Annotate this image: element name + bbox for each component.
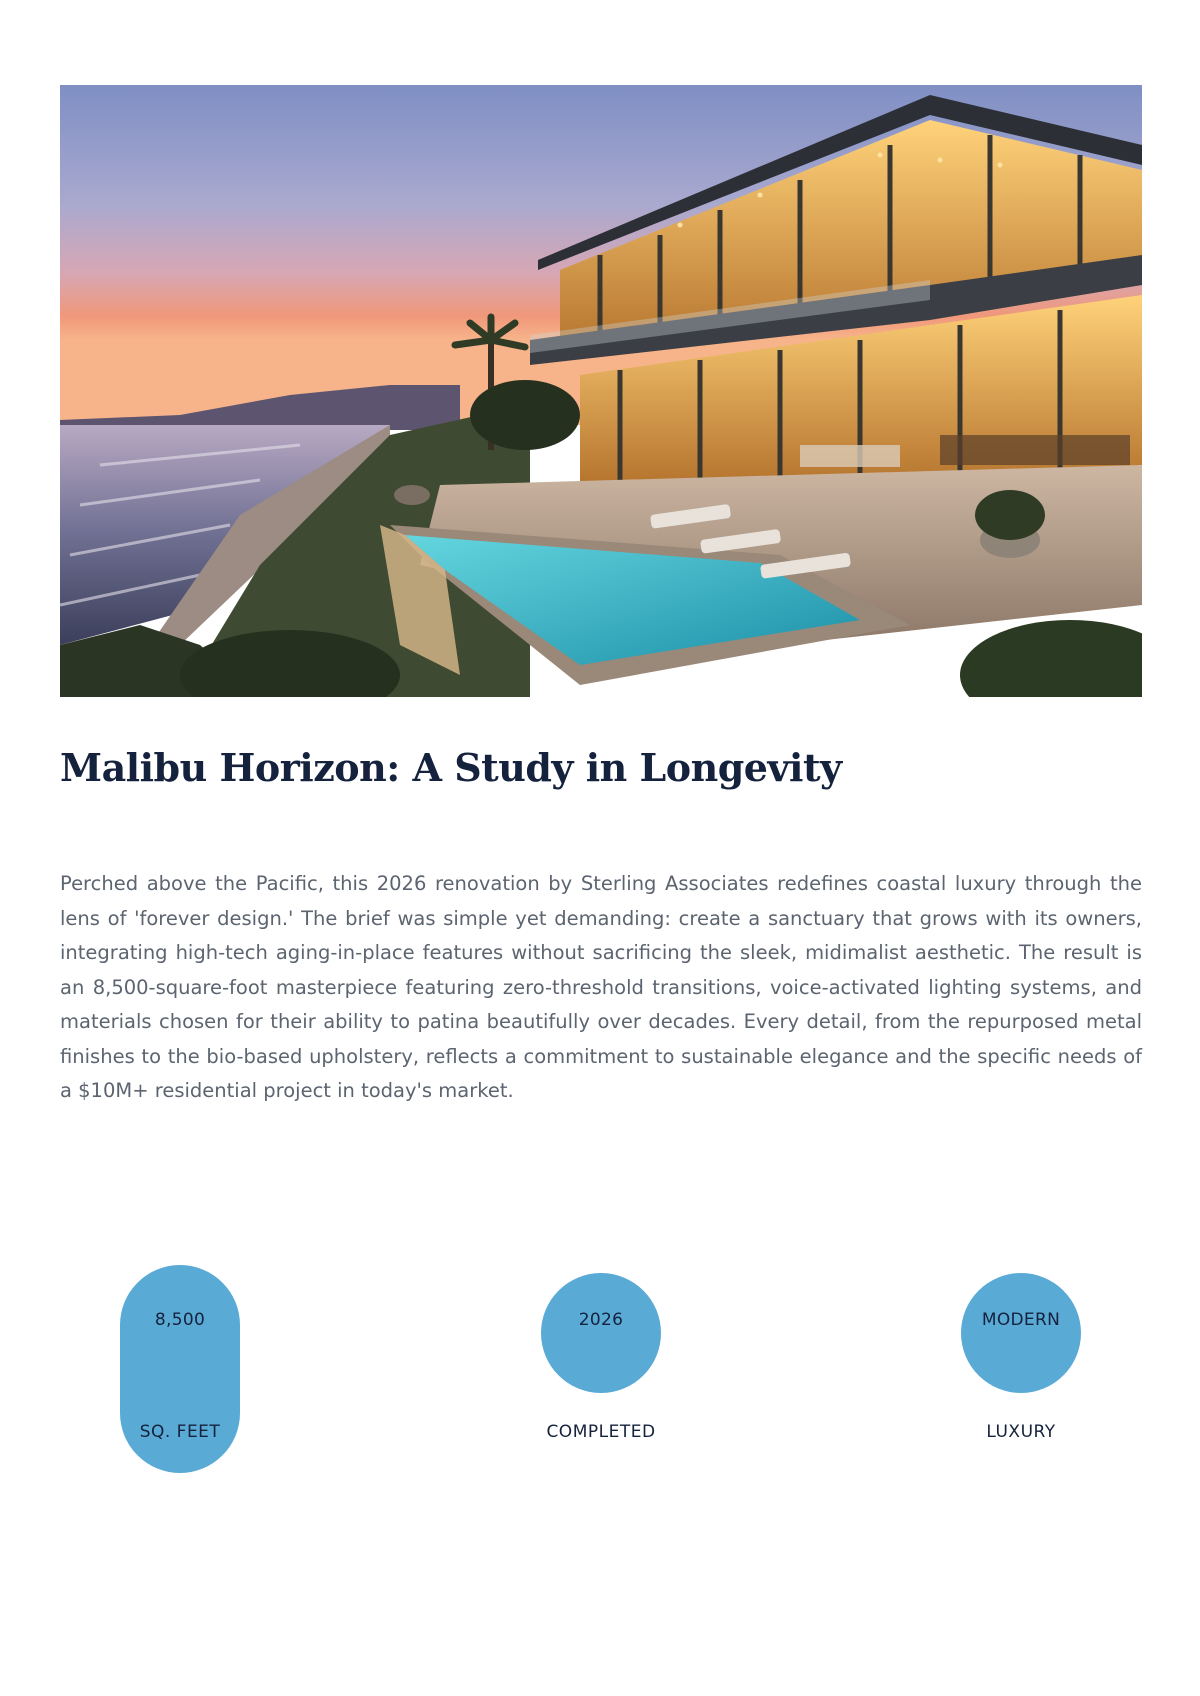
stat-label: SQ. FEET [139,1422,221,1442]
stat-style [961,1273,1081,1473]
stat-circle [541,1273,661,1393]
body-paragraph: Perched above the Pacific, this 2026 renovation by Sterling Associates redefines coastal luxury through the lens of 'forever design.' The brief was simple yet demanding: create a sanctuary that grows with its owners, integrating high-tech aging-in-place features without sacrificing the sleek, midimalist aesthetic. The result is an 8,500-square-foot masterpiece featuring zero-threshold transitions, voice-activated lighting systems, and materials chosen for their ability to patina beautifully over decades. Every detail, from the repurposed metal finishes to the bio-based upholstery, reflects a commitment to sustainable elegance and the specific needs of a $10M+ residential project in today's market. [60,872,1142,1102]
coastal-villa-image [60,85,1142,697]
stat-value: 2026 [578,1310,624,1330]
stat-value: 8,500 [154,1310,206,1330]
stat-sq-feet [120,1265,240,1475]
page-title: Malibu Horizon: A Study in Longevity [60,745,842,790]
stat-label: COMPLETED [546,1422,656,1442]
hero-image [60,85,1142,697]
stat-label: LUXURY [986,1422,1056,1442]
stat-circle [961,1273,1081,1393]
stat-completed [541,1273,661,1473]
stat-value: MODERN [981,1310,1061,1330]
